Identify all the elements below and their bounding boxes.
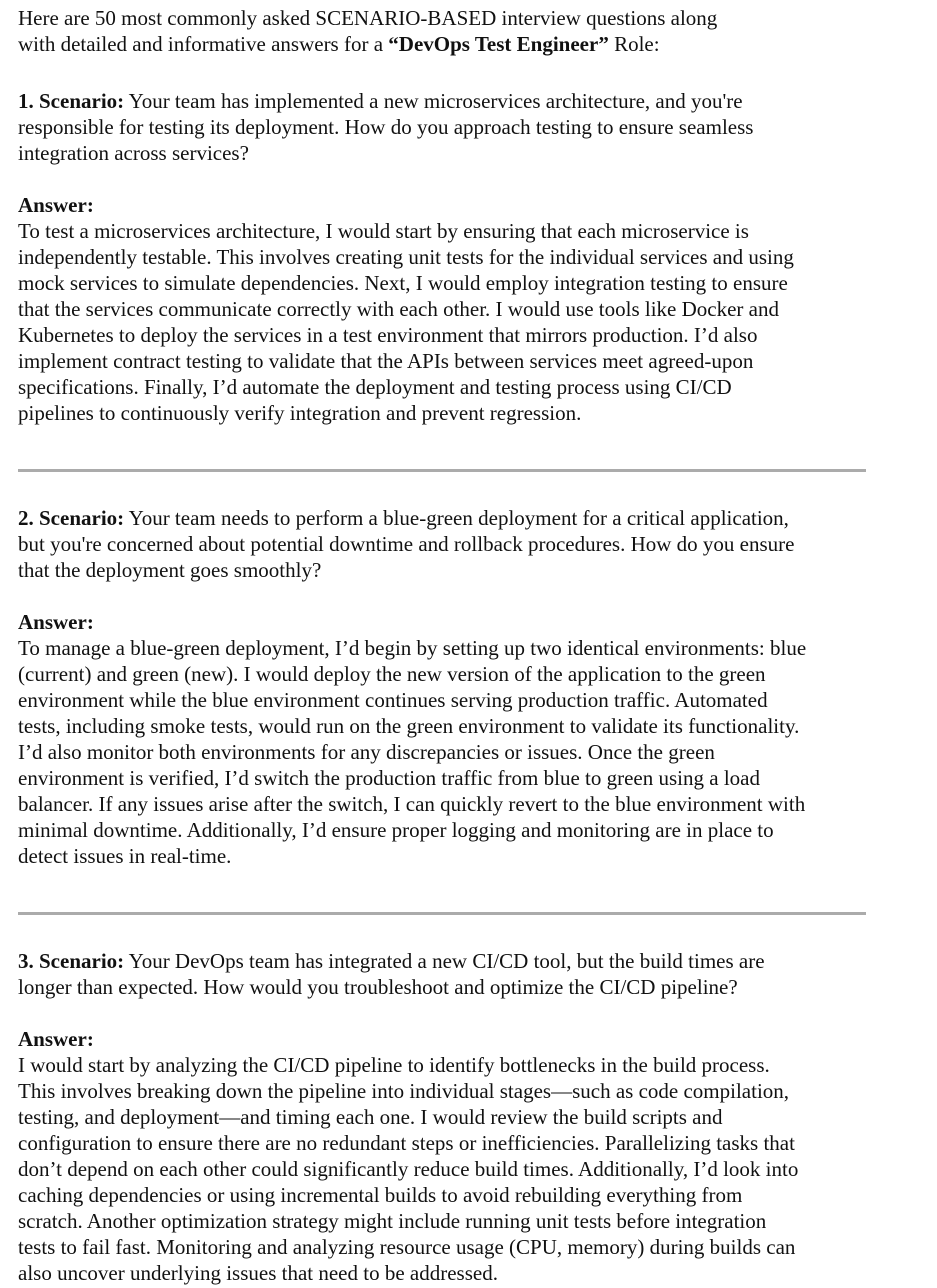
answer-line: To manage a blue-green deployment, I’d begin by setting up two identical environments: blue [18,636,807,660]
answer-line: also uncover underlying issues that need to be addressed. [18,1261,498,1285]
answer-line: don’t depend on each other could significantly reduce build times. Additionally, I’d look into [18,1157,799,1181]
answer-line: balancer. If any issues arise after the switch, I can quickly revert to the blue environment with [18,792,806,816]
scenario-question [18,505,898,583]
answer-body [18,1052,898,1286]
answer-body [18,635,898,869]
scenario-question [18,948,898,1000]
role-title: “DevOps Test Engineer” [388,32,609,56]
answer-line: tests, including smoke tests, would run on the green environment to validate its functionality. [18,714,800,738]
scenario-question [18,88,898,166]
question-line [18,948,898,974]
answer-line: configuration to ensure there are no redundant steps or inefficiencies. Parallelizing tasks that [18,1131,795,1155]
answer-line: Kubernetes to deploy the services in a test environment that mirrors production. I’d also [18,323,758,347]
answer-line: I would start by analyzing the CI/CD pipeline to identify bottlenecks in the build process. [18,1053,770,1077]
answer-heading: Answer: [18,1027,94,1051]
answer-line: that the services communicate correctly with each other. I would use tools like Docker and [18,297,779,321]
answer-line: mock services to simulate dependencies. Next, I would employ integration testing to ensure [18,271,788,295]
answer-heading: Answer: [18,610,94,634]
question-line [18,140,898,166]
answer-heading: Answer: [18,193,94,217]
answer-line: detect issues in real-time. [18,844,232,868]
answer-body [18,218,898,426]
section-divider [18,469,866,472]
scenario-label: 1. Scenario: [18,89,125,113]
answer-line: minimal downtime. Additionally, I’d ensure proper logging and monitoring are in place to [18,818,774,842]
intro-line-2 [18,31,898,57]
answer-line: tests to fail fast. Monitoring and analyzing resource usage (CPU, memory) during builds can [18,1235,796,1259]
question-line [18,88,898,114]
answer-line: implement contract testing to validate that the APIs between services meet agreed-upon [18,349,754,373]
answer-line: caching dependencies or using incremental builds to avoid rebuilding everything from [18,1183,743,1207]
answer-line: environment while the blue environment continues serving production traffic. Automated [18,688,768,712]
question-text: Your team needs to perform a blue-green deployment for a critical application, [124,506,789,530]
question-text: Your team has implemented a new microservices architecture, and you're [124,89,743,113]
question-text: integration across services? [18,141,249,165]
answer-line: pipelines to continuously verify integration and prevent regression. [18,401,582,425]
answer-line: I’d also monitor both environments for any discrepancies or issues. Once the green [18,740,715,764]
question-line [18,114,898,140]
question-line [18,505,898,531]
question-text: responsible for testing its deployment. How do you approach testing to ensure seamless [18,115,754,139]
question-line [18,974,898,1000]
answer-line: specifications. Finally, I’d automate the deployment and testing process using CI/CD [18,375,732,399]
intro-text: with detailed and informative answers for a [18,32,389,56]
answer-line: independently testable. This involves creating unit tests for the individual services and using [18,245,794,269]
question-text: longer than expected. How would you troubleshoot and optimize the CI/CD pipeline? [18,975,738,999]
intro-suffix: Role: [608,32,660,56]
answer-line: environment is verified, I’d switch the production traffic from blue to green using a load [18,766,760,790]
answer-line: To test a microservices architecture, I would start by ensuring that each microservice is [18,219,749,243]
answer-line: scratch. Another optimization strategy might include running unit tests before integration [18,1209,767,1233]
answer-line: (current) and green (new). I would deploy the new version of the application to the green [18,662,766,686]
intro-line-1: Here are 50 most commonly asked SCENARIO-BASED interview questions along [18,6,718,30]
question-text: Your DevOps team has integrated a new CI/CD tool, but the build times are [124,949,765,973]
question-line [18,557,898,583]
scenario-label: 3. Scenario: [18,949,125,973]
question-text: but you're concerned about potential downtime and rollback procedures. How do you ensure [18,532,795,556]
scenario-label: 2. Scenario: [18,506,125,530]
answer-line: testing, and deployment—and timing each one. I would review the build scripts and [18,1105,723,1129]
section-divider [18,912,866,915]
question-text: that the deployment goes smoothly? [18,558,322,582]
answer-line: This involves breaking down the pipeline into individual stages—such as code compilation, [18,1079,790,1103]
intro [18,5,898,57]
question-line [18,531,898,557]
